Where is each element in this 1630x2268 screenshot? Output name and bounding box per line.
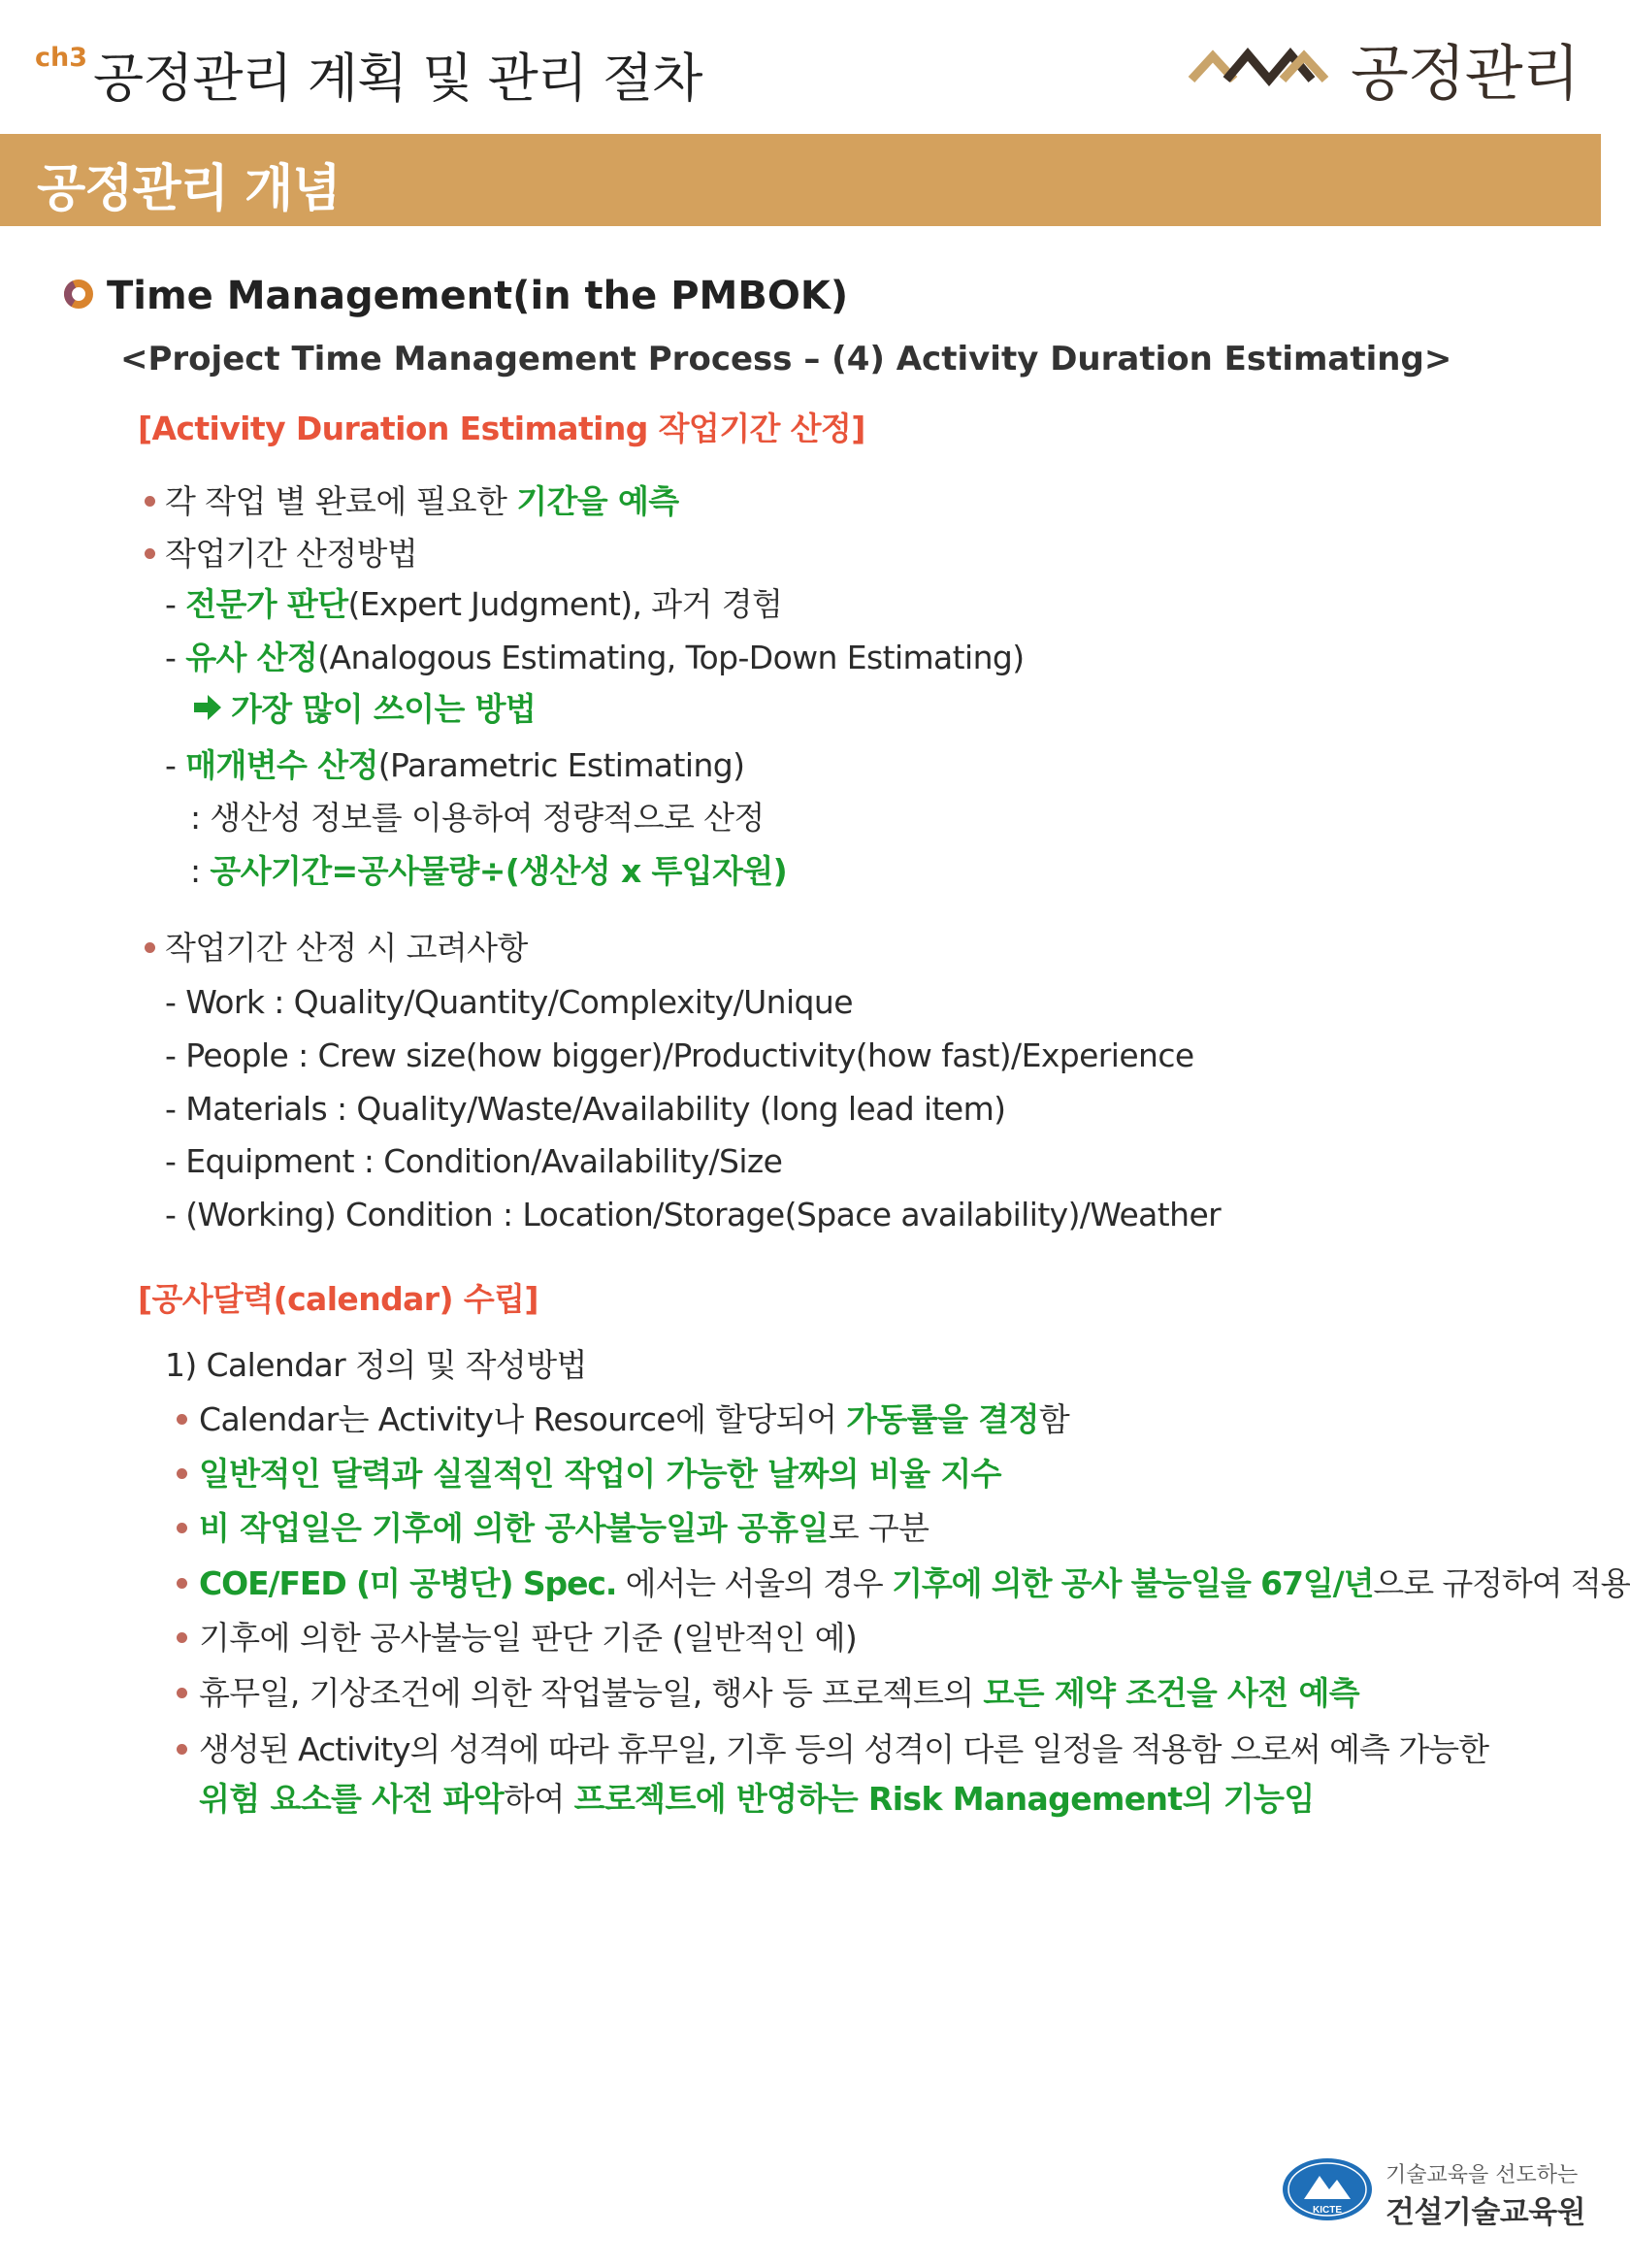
highlight-text: 비 작업일은 기후에 의한 공사불능일과 공휴일 <box>199 1509 829 1547</box>
highlight-text: 기간을 예측 <box>516 482 679 520</box>
text-run: 하여 <box>504 1780 574 1818</box>
bullet-dot-icon <box>177 1578 187 1589</box>
brand-title: 공정관리 <box>1351 38 1580 109</box>
bullet-dot-icon <box>177 1632 187 1643</box>
list-item <box>199 1400 1070 1438</box>
highlight-text: 프로젝트에 반영하는 Risk Management의 기능임 <box>573 1780 1315 1818</box>
list-item: 일반적인 달력과 실질적인 작업이 가능한 날짜의 비율 지수 <box>199 1455 1001 1493</box>
chapter-title: 공정관리 계획 및 관리 절차 <box>93 48 702 109</box>
activity-duration-title: [Activity Duration Estimating 작업기간 산정] <box>138 410 865 447</box>
list-item <box>199 1564 1630 1602</box>
text-run: 에서는 서울의 경우 <box>616 1564 893 1602</box>
text-run: (Analogous Estimating, Top-Down Estimating) <box>317 639 1025 676</box>
text-run: 휴무일, 기상조건에 의한 작업불능일, 행사 등 프로젝트의 <box>199 1674 984 1712</box>
text-run: (Expert Judgment), 과거 경험 <box>347 585 783 623</box>
bullet-dot-icon <box>145 496 155 507</box>
right-arrow-icon <box>194 695 221 720</box>
text-run: (Parametric Estimating) <box>377 746 745 784</box>
list-item: - Work : Quality/Quantity/Complexity/Unique <box>165 983 853 1021</box>
list-item: 기후에 의한 공사불능일 판단 기준 (일반적인 예) <box>199 1619 858 1657</box>
bullet-dot-icon <box>145 942 155 953</box>
svg-text:KICTE: KICTE <box>1313 2205 1342 2216</box>
list-item: - (Working) Condition : Location/Storage(Space availability)/Weather <box>165 1196 1222 1233</box>
list-item: - Materials : Quality/Waste/Availability (long lead item) <box>165 1090 1006 1128</box>
highlight-text: 매개변수 산정 <box>185 746 378 784</box>
kicte-emblem-icon <box>1281 2156 1374 2222</box>
main-heading: Time Management(in the PMBOK) <box>107 274 849 318</box>
bullet-dot-icon <box>145 548 155 559</box>
highlight-text: COE/FED (미 공병단) Spec. <box>199 1564 617 1602</box>
chapter-tag: ch3 <box>35 43 88 73</box>
bullet-dot-icon <box>177 1468 187 1479</box>
list-item <box>165 641 1025 674</box>
bullet-dot-icon <box>177 1744 187 1755</box>
ring-bullet-icon <box>64 279 93 309</box>
list-item <box>165 482 679 520</box>
highlight-text: 가동률을 결정 <box>846 1400 1039 1438</box>
list-item <box>199 1509 929 1547</box>
list-item: 작업기간 산정 시 고려사항 <box>165 929 528 967</box>
sub-heading: <Project Time Management Process – (4) Activity Duration Estimating> <box>120 340 1452 378</box>
formula-text: 공사기간=공사물량÷(생산성 x 투입자원) <box>210 852 788 890</box>
text-run: - <box>165 585 186 623</box>
highlight-text: 기후에 의한 공사 불능일을 67일/년 <box>892 1564 1374 1602</box>
list-item: - People : Crew size(how bigger)/Productivity(how fast)/Experience <box>165 1036 1194 1074</box>
text-run: - <box>165 746 186 784</box>
highlight-text: 모든 제약 조건을 사전 예측 <box>983 1674 1360 1712</box>
text-run: 로 구분 <box>828 1509 929 1547</box>
list-item: - Equipment : Condition/Availability/Size <box>165 1142 783 1180</box>
bullet-dot-icon <box>177 1523 187 1533</box>
text-run: 으로 규정하여 적용 <box>1373 1564 1630 1602</box>
list-item: : 생산성 정보를 이용하여 정량적으로 산정 <box>190 799 765 837</box>
list-item <box>199 1780 1315 1818</box>
text-run: - <box>165 639 186 676</box>
bullet-dot-icon <box>177 1688 187 1698</box>
list-item <box>165 585 783 623</box>
list-item <box>199 1674 1360 1712</box>
calendar-title: [공사달력(calendar) 수립] <box>138 1280 538 1318</box>
footer-organization: 건설기술교육원 <box>1386 2195 1586 2230</box>
list-item: 1) Calendar 정의 및 작성방법 <box>165 1346 587 1384</box>
highlight-text: 위험 요소를 사전 파악 <box>199 1780 505 1818</box>
brand-logo-icon <box>1191 43 1327 82</box>
list-item: 가장 많이 쓰이는 방법 <box>231 690 537 728</box>
list-item: 작업기간 산정방법 <box>165 535 418 573</box>
text-run: : <box>190 852 211 890</box>
highlight-text: 전문가 판단 <box>185 585 348 623</box>
bullet-dot-icon <box>177 1414 187 1425</box>
footer-tagline: 기술교육을 선도하는 <box>1386 2163 1579 2187</box>
list-item: 생성된 Activity의 성격에 따라 휴무일, 기후 등의 성격이 다른 일정을 적용함 으로써 예측 가능한 <box>199 1730 1488 1768</box>
section-title: 공정관리 개념 <box>37 160 341 218</box>
text-run: 각 작업 별 완료에 필요한 <box>165 482 517 520</box>
text-run: Calendar는 Activity나 Resource에 할당되어 <box>199 1400 847 1438</box>
list-item <box>190 852 788 890</box>
text-run: 함 <box>1038 1400 1070 1438</box>
list-item <box>165 746 745 784</box>
highlight-text: 유사 산정 <box>185 639 318 676</box>
